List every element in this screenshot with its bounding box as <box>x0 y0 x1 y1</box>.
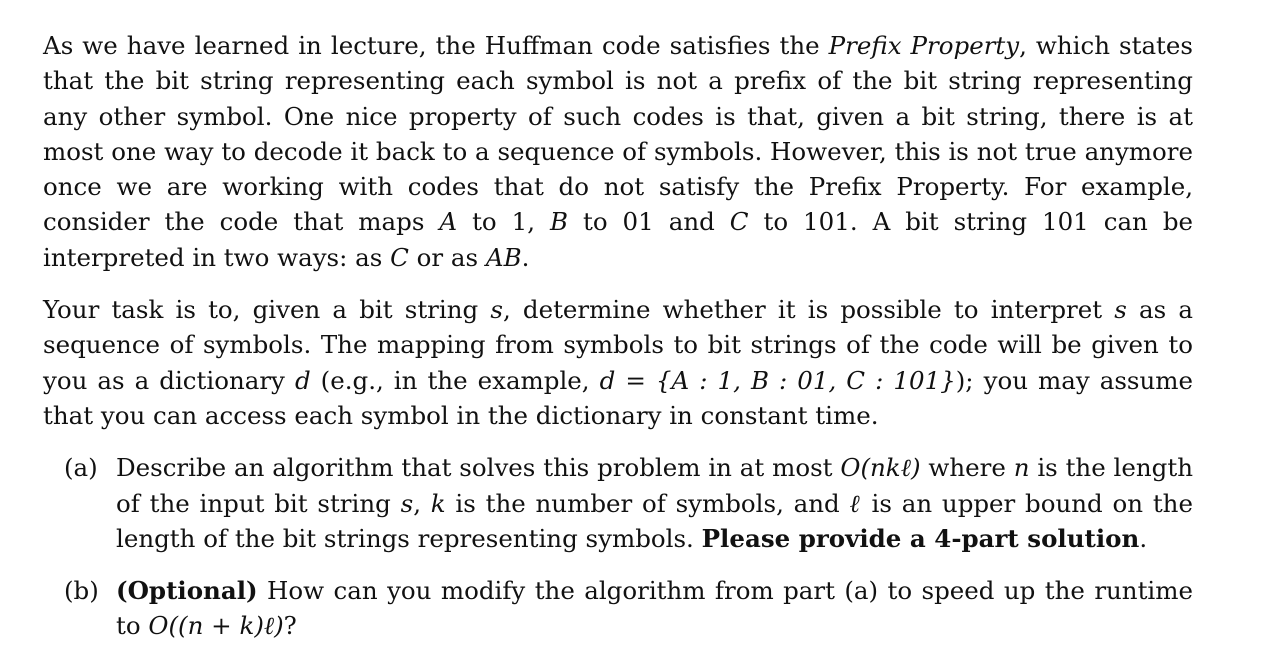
math-symbol: d <box>294 365 311 395</box>
text-run: is the length of the input bit string <box>116 453 1193 518</box>
text-run: How can you modify the algorithm from part (a) to speed up the runtime to <box>116 576 1193 641</box>
part-a <box>43 450 1193 556</box>
math-symbol: AB <box>485 242 522 272</box>
text-run: to 01 and <box>568 207 730 237</box>
text-run: , which states that the bit string representing each symbol is not a prefix of the bit string representing any other symbol. One nice property of such codes is that, given a bit string, there is at most one way to decode it back to a sequence of symbols. However, this is not true anymore once we are working with codes that do not satisfy the Prefix Property. For example, consider the code that maps <box>43 31 1193 237</box>
text-run: ? <box>283 611 297 641</box>
text-run: is the number of symbols, and <box>445 488 850 518</box>
text-run: , <box>413 488 431 518</box>
math-symbol: C <box>729 207 749 237</box>
text-run: Describe an algorithm that solves this problem in at most <box>116 453 841 483</box>
dictionary-formula: d = {A : 1, B : 01, C : 101} <box>599 365 956 395</box>
text-run: as a sequence of symbols. The mapping from symbols to bit strings of the code will be given to you as a dictionary <box>43 295 1194 395</box>
text-run: to 1, <box>457 207 550 237</box>
math-symbol: s <box>490 295 503 325</box>
text-run: , determine whether it is possible to interpret <box>502 295 1115 325</box>
text-run: to 101. A bit string 101 can be interpreted in two ways: as <box>43 207 1193 272</box>
math-symbol: A <box>439 207 458 237</box>
math-symbol: k <box>430 488 446 518</box>
text-run: or as <box>408 242 486 272</box>
problem-text <box>43 28 1193 644</box>
math-symbol: s <box>400 488 414 518</box>
text-run: As we have learned in lecture, the Huffman code satisfies the <box>43 31 829 60</box>
text-run: . <box>521 242 530 272</box>
math-symbol: C <box>390 242 409 272</box>
text-run: is an upper bound on the length of the bit strings representing symbols. <box>116 488 1193 553</box>
text-run: Your task is to, given a bit string <box>43 295 491 325</box>
runtime-formula: O(nkℓ) <box>840 453 921 483</box>
runtime-formula: O((n + k)ℓ) <box>148 611 284 641</box>
math-symbol: B <box>550 207 569 237</box>
prefix-property-term: Prefix Property <box>828 31 1020 60</box>
part-label: (a) <box>64 453 98 483</box>
optional-tag: (Optional) <box>116 576 258 606</box>
math-symbol: n <box>1013 453 1030 483</box>
text-run: where <box>920 453 1014 483</box>
math-symbol: s <box>1114 295 1127 325</box>
solution-instruction: Please provide a 4-part solution <box>701 523 1140 553</box>
math-symbol: ℓ <box>849 488 862 518</box>
intro-paragraph <box>43 28 1193 275</box>
text-run: ); you may assume that you can access each symbol in the dictionary in constant time. <box>43 365 1193 430</box>
question-parts <box>43 450 1193 643</box>
text-run: . <box>1139 523 1148 553</box>
task-paragraph <box>43 292 1193 433</box>
text-run: (e.g., in the example, <box>310 365 600 395</box>
part-label: (b) <box>64 576 99 606</box>
part-b <box>43 573 1193 644</box>
